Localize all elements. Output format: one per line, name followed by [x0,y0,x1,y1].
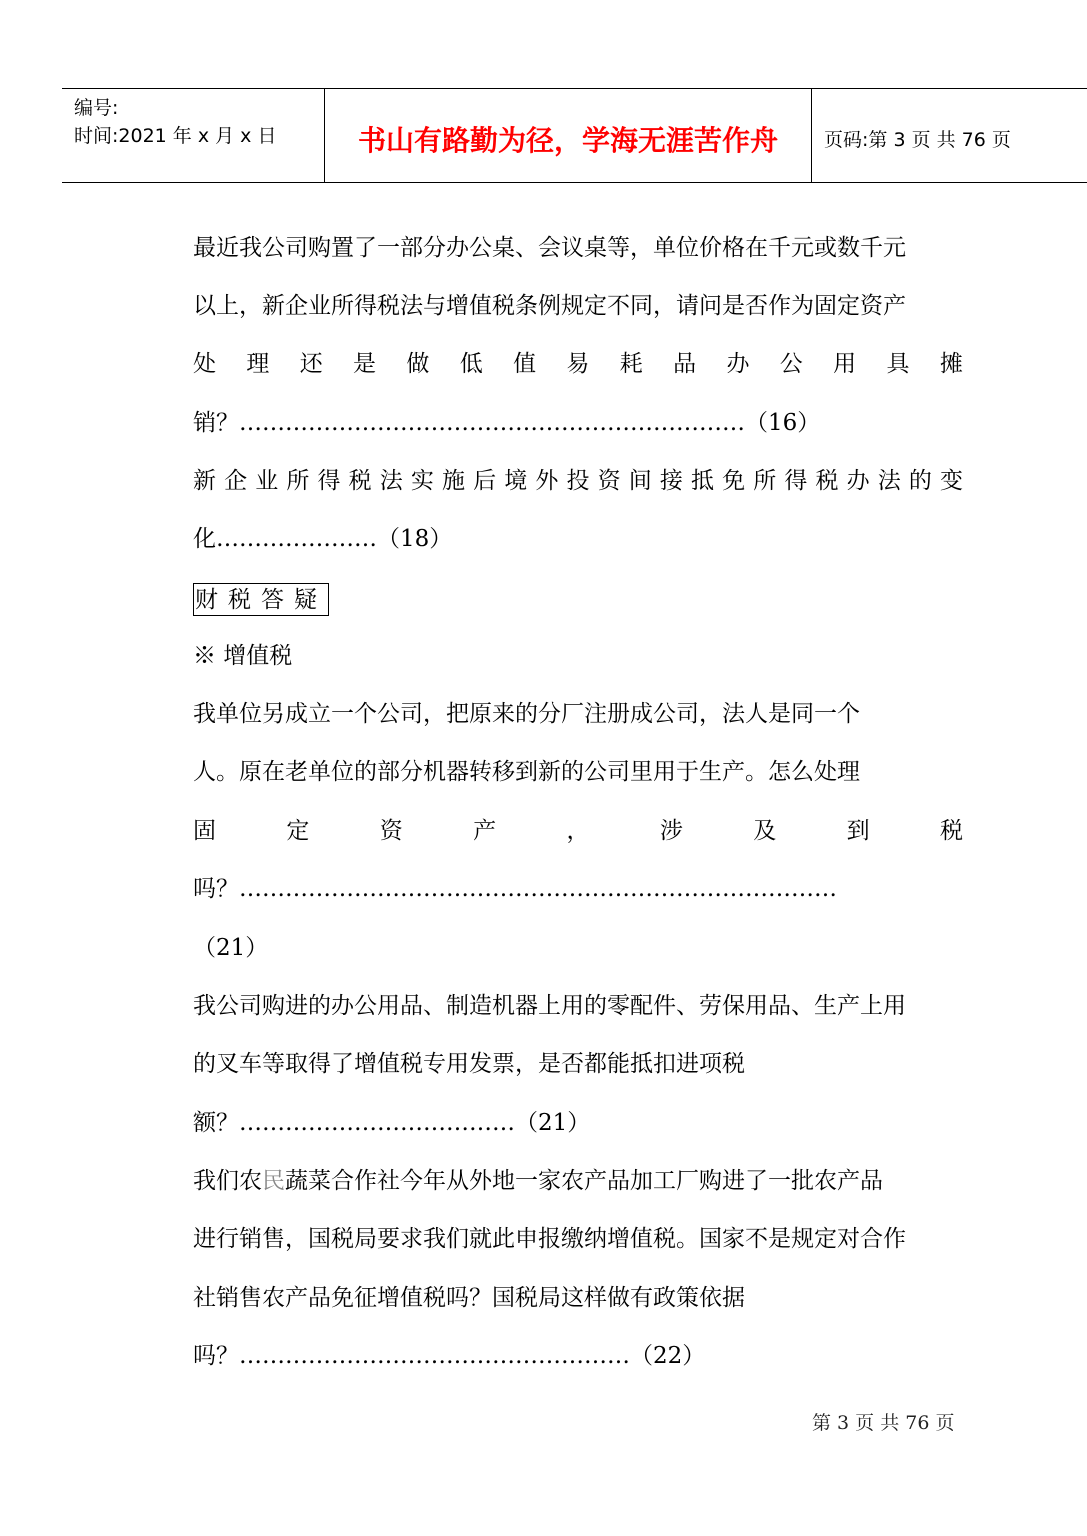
toc-line: 我们农民蔬菜合作社今年从外地一家农产品加工厂购进了一批农产品 [193,1168,883,1194]
section-box-label: 财税答疑 [193,583,329,616]
toc-entry-page-ref: 化…………………（18） [193,526,453,552]
toc-line: 人。原在老单位的部分机器转移到新的公司里用于生产。怎么处理 [193,759,860,785]
section-heading [193,583,963,616]
toc-line: 我单位另成立一个公司，把原来的分厂注册成公司，法人是同一个 [193,701,860,727]
toc-entry-page-ref: 吗？……………………………………………（22） [193,1343,706,1369]
document-time-label: 时间:2021 年 x 月 x 日 [74,125,277,147]
toc-line: 社销售农产品免征增值税吗？国税局这样做有政策依据 [193,1285,745,1311]
document-number-label: 编号: [74,97,119,119]
header-motto-cell [325,89,812,182]
header-page-cell [812,89,1087,182]
header-info-cell [62,89,325,182]
header-motto: 书山有路勤为径，学海无涯苦作舟 [357,124,778,157]
document-header [62,88,1087,183]
toc-line: 进行销售，国税局要求我们就此申报缴纳增值税。国家不是规定对合作 [193,1226,906,1252]
toc-line: 的叉车等取得了增值税专用发票，是否都能抵扣进项税 [193,1051,745,1077]
toc-line: 我公司购进的办公用品、制造机器上用的零配件、劳保用品、生产上用 [193,993,906,1019]
toc-entry-page-ref: 额？………………………………（21） [193,1110,591,1136]
toc-line-justified: 处 理 还 是 做 低 值 易 耗 品 办 公 用 具 摊 [193,351,963,377]
toc-line-justified: 固 定 资 产 ， 涉 及 到 税 [193,818,963,844]
header-page-number: 页码:第 3 页 共 76 页 [824,129,1011,151]
toc-entry-leader: 吗？…………………………………………………………………… [193,876,837,902]
toc-line: 以上，新企业所得税法与增值税条例规定不同，请问是否作为固定资产 [193,293,906,319]
toc-line-justified: 新 企 业 所 得 税 法 实 施 后 境 外 投 资 间 接 抵 免 所 得 税 办 法 的 变 [193,468,963,494]
subsection-heading: ※ 增值税 [193,643,293,669]
toc-entry-page-ref: （21） [193,935,269,961]
footer-page-number: 第 3 页 共 76 页 [812,1412,955,1434]
toc-entry-page-ref: 销？…………………………………………………………（16） [193,410,821,436]
toc-line: 最近我公司购置了一部分办公桌、会议桌等，单位价格在千元或数千元 [193,235,906,261]
